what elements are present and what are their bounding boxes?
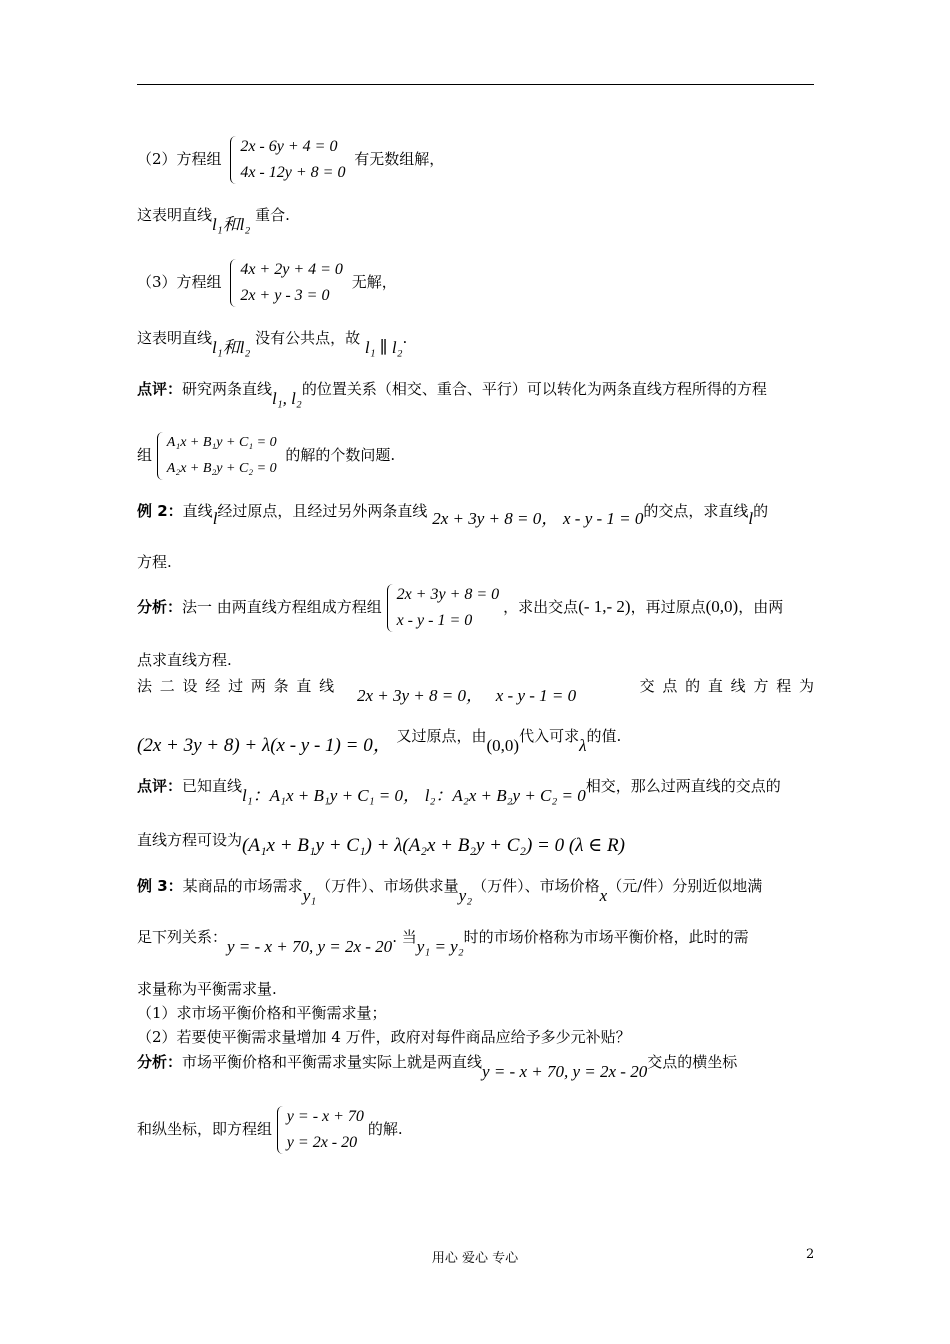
text: 相交，那么过两直线的交点的: [585, 777, 781, 795]
text: 重合.: [255, 206, 290, 224]
math: (A₁x + B₁y + C₁) + λ(A₂x + B₂y + C₂) = 0 (λ ∈ R): [242, 835, 625, 856]
text: 代入可求: [519, 727, 580, 745]
math: y₁ = y₂: [416, 937, 464, 956]
equation: 4x + 2y + 4 = 0: [240, 261, 343, 278]
text: 经过原点，且经过另外两条直线: [217, 502, 428, 520]
math: (2x + 3y + 8) + λ(x - y - 1) = 0，: [137, 735, 392, 756]
math: (0,0): [705, 597, 739, 616]
text: 研究两条直线: [182, 380, 273, 398]
math: l₂：A₂x + B₂y + C₂ = 0: [424, 786, 586, 805]
text: 无解，: [351, 273, 397, 291]
text: 的解的个数问题.: [285, 446, 396, 464]
math: x - y - 1 = 0: [495, 686, 577, 705]
line-p12: [137, 725, 622, 756]
equation: x - y - 1 = 0: [396, 612, 473, 629]
text: 足下列关系：: [137, 928, 228, 946]
text: 有无数组解，: [354, 150, 445, 168]
text: 直线: [182, 502, 213, 520]
text: （2）方程组: [137, 150, 222, 168]
equation: A₂x + B₂y + C₂ = 0: [166, 461, 277, 476]
math: l₁, l₂: [272, 389, 302, 408]
equation: 2x - 6y + 4 = 0: [240, 138, 338, 155]
equation-system: [277, 1104, 364, 1156]
header-rule: [137, 84, 814, 85]
text: 和纵坐标，即方程组: [137, 1120, 273, 1138]
text: 的解.: [367, 1120, 403, 1138]
line-p17: [137, 978, 277, 1000]
text: 求量称为平衡需求量.: [137, 980, 277, 998]
line-p2: [137, 204, 290, 234]
text: 这表明直线: [137, 329, 213, 347]
label: 点评：: [137, 777, 183, 795]
line-p11: [137, 675, 814, 705]
line-p20: [137, 1051, 738, 1081]
math: y = - x + 70, y = 2x - 20: [482, 1062, 648, 1081]
line-p16: [137, 926, 749, 956]
equation-system: [387, 582, 500, 634]
math: λ: [579, 736, 587, 755]
math: (0,0): [486, 736, 520, 755]
line-p3: [137, 257, 397, 309]
math: y₂: [458, 886, 473, 905]
math: x: [599, 886, 608, 905]
text: 这表明直线: [137, 206, 213, 224]
line-p21: [137, 1104, 403, 1156]
equation: 2x + y - 3 = 0: [240, 287, 330, 304]
equation: 2x + 3y + 8 = 0: [396, 586, 500, 603]
math: l₁ ∥ l₂: [364, 338, 403, 357]
text: （万件）、市场供求量: [316, 877, 459, 895]
text: （1）求市场平衡价格和平衡需求量；: [137, 1004, 387, 1022]
label: 点评：: [137, 380, 183, 398]
text: 的位置关系（相交、重合、平行）可以转化为两条直线方程所得的方程: [301, 380, 767, 398]
line-p14: [137, 829, 625, 856]
equation: A₁x + B₁y + C₁ = 0: [166, 435, 277, 450]
text: 市场平衡价格和平衡需求量实际上就是两直线: [182, 1053, 483, 1071]
math: l₁和l₂: [212, 215, 251, 234]
math: y₁: [302, 886, 317, 905]
math: l: [748, 509, 754, 528]
text: 又过原点，由: [396, 727, 487, 745]
text: 点求直线方程.: [137, 651, 232, 669]
line-p6: [137, 430, 395, 482]
text: 交点的横坐标: [647, 1053, 738, 1071]
line-p8: [137, 551, 172, 573]
equation: y = - x + 70: [286, 1108, 364, 1125]
text: ，由两: [738, 598, 784, 616]
text: 的: [753, 502, 769, 520]
line-p1: [137, 134, 444, 186]
text: （元/件）分别近似地满: [607, 877, 763, 895]
text: 的交点，求直线: [643, 502, 749, 520]
line-p10: [137, 649, 232, 671]
math: l: [212, 509, 218, 528]
text: 方程.: [137, 553, 172, 571]
label: 例 2：: [137, 502, 183, 520]
math: 2x + 3y + 8 = 0，: [356, 686, 483, 705]
text: 的值.: [586, 727, 622, 745]
text: 没有公共点，故: [255, 329, 361, 347]
text: 法一 由两直线方程组成方程组: [182, 598, 382, 616]
line-p18: [137, 1002, 387, 1024]
text: 组: [137, 446, 153, 464]
math: l₁：A₁x + B₁y + C₁ = 0，: [242, 786, 421, 805]
text: 已知直线: [182, 777, 243, 795]
text: 时的市场价格称为市场平衡价格，此时的需: [463, 928, 749, 946]
line-p4: [137, 327, 408, 357]
equation-system: [230, 134, 345, 186]
label: 分析：: [137, 1053, 183, 1071]
line-p15: [137, 875, 763, 905]
math: y = - x + 70, y = 2x - 20: [227, 937, 393, 956]
equation-system: [157, 430, 277, 482]
line-p13: [137, 775, 781, 805]
text: 直线方程可设为: [137, 831, 243, 849]
equation: 4x - 12y + 8 = 0: [240, 164, 346, 181]
text: （3）方程组: [137, 273, 222, 291]
label: 例 3：: [137, 877, 183, 895]
line-p5: [137, 378, 767, 408]
math: 2x + 3y + 8 = 0，: [432, 509, 559, 528]
text: ，求出交点: [503, 598, 579, 616]
math: l₁和l₂: [212, 338, 251, 357]
text: . 当: [392, 928, 417, 946]
page-number: 2: [806, 1247, 815, 1262]
text: （2）若要使平衡需求量增加 4 万件，政府对每件商品应给予多少元补贴？: [137, 1028, 631, 1046]
text: 某商品的市场需求: [182, 877, 303, 895]
math: (- 1,- 2): [578, 597, 631, 616]
text: ，再过原点: [630, 598, 706, 616]
text: .: [402, 329, 408, 347]
footer-text: 用心 爱心 专心: [431, 1251, 519, 1266]
text: 交 点 的 直 线 方 程 为: [639, 677, 814, 695]
line-p19: [137, 1026, 631, 1048]
text: （万件）、市场价格: [472, 877, 600, 895]
label: 分析：: [137, 598, 183, 616]
math: x - y - 1 = 0: [563, 509, 644, 528]
line-p7: [137, 500, 769, 528]
line-p9: [137, 582, 783, 634]
equation-system: [230, 257, 343, 309]
text: 法 二 设 经 过 两 条 直 线: [137, 677, 335, 695]
equation: y = 2x - 20: [286, 1134, 358, 1151]
